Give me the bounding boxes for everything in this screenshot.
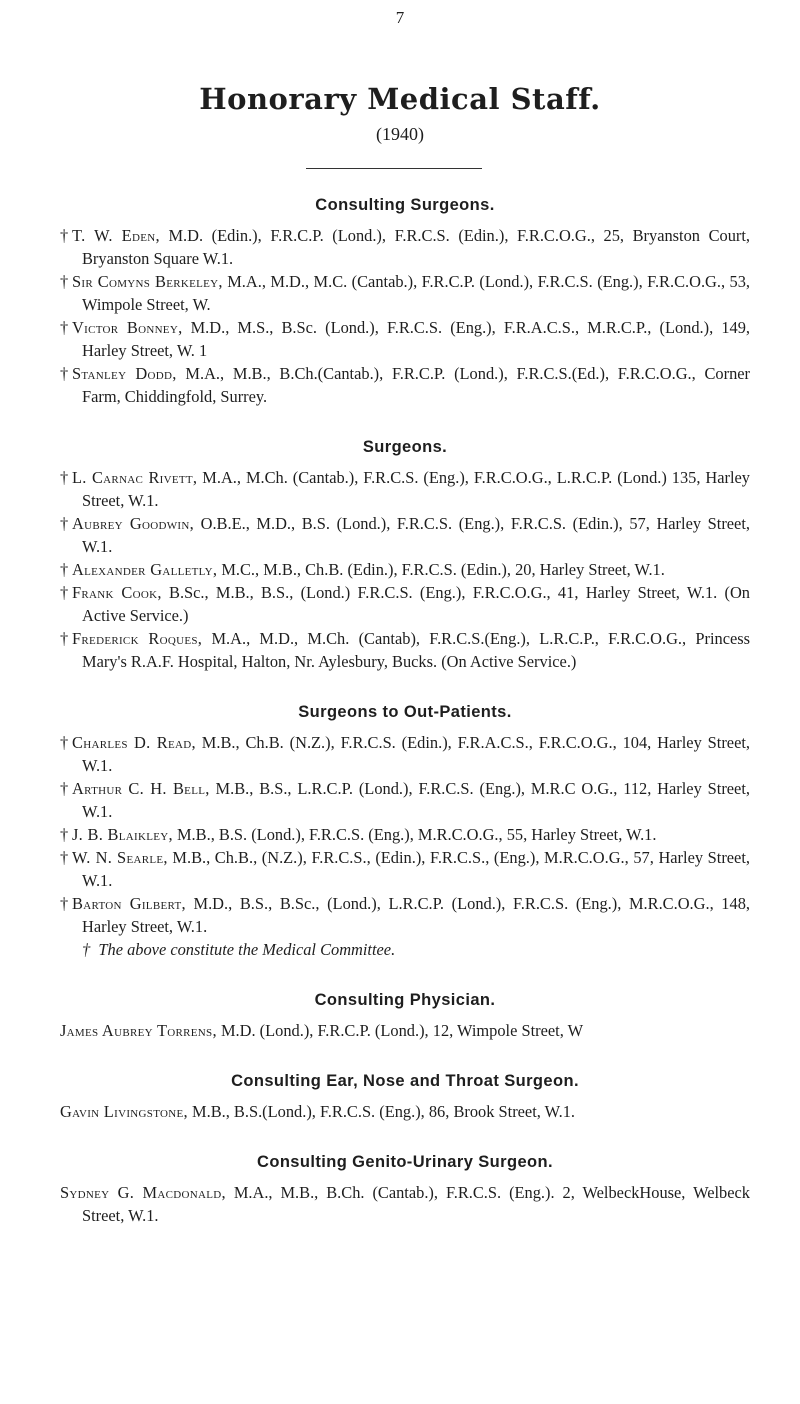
dagger-mark: † (60, 848, 69, 867)
staff-details: M.D., B.S., B.Sc., (Lond.), L.R.C.P. (Lond.), F.R.C.S. (Eng.), M.R.C.O.G., 148, Harley Street, W.1. (82, 894, 750, 936)
dagger-mark: † (60, 894, 69, 913)
dagger-mark: † (60, 272, 69, 291)
staff-entry (60, 777, 750, 823)
staff-details: O.B.E., M.D., B.S. (Lond.), F.R.C.S. (Eng.), F.R.C.S. (Edin.), 57, Harley Street, W.1. (82, 514, 750, 556)
dagger-mark: † (60, 583, 69, 602)
entry-list (60, 1019, 750, 1042)
staff-list (60, 196, 750, 1227)
dagger-mark: † (60, 226, 69, 245)
section-heading: Surgeons. (362, 438, 448, 456)
dagger-mark: † (60, 733, 69, 752)
staff-entry (60, 846, 750, 892)
staff-entry (60, 1019, 750, 1042)
staff-details: M.D., M.S., B.Sc. (Lond.), F.R.C.S. (Eng.), F.R.A.C.S., M.R.C.P., (Lond.), 149, Harley Street, W. 1 (82, 318, 751, 360)
staff-entry (60, 892, 750, 938)
staff-entry (60, 731, 750, 777)
staff-details: M.B., B.S. (Lond.), F.R.C.S. (Eng.), M.R.C.O.G., 55, Harley Street, W.1. (172, 825, 657, 844)
staff-name: Stanley Dodd, (72, 364, 177, 383)
staff-details: M.B., Ch.B., (N.Z.), F.R.C.S., (Edin.), F.R.C.S., (Eng.), M.R.C.O.G., 57, Harley Street, W.1. (82, 848, 750, 890)
staff-entry (60, 627, 750, 673)
staff-details: M.A., M.B., B.Ch.(Cantab.), F.R.C.P. (Lond.), F.R.C.S.(Ed.), F.R.C.O.G., Corner Farm, Chiddingfold, Surrey. (82, 364, 750, 406)
dagger-mark: † (82, 940, 91, 959)
staff-name: W. N. Searle, (72, 848, 168, 867)
dagger-mark: † (60, 629, 69, 648)
page-number: 7 (395, 8, 405, 27)
staff-name: Victor Bonney, (72, 318, 183, 337)
staff-name: J. B. Blaikley, (72, 825, 173, 844)
staff-details: M.D. (Edin.), F.R.C.P. (Lond.), F.R.C.S. (Edin.), F.R.C.O.G., 25, Bryanston Court, Bryanston Square W.1. (82, 226, 751, 268)
staff-details: M.B., B.S.(Lond.), F.R.C.S. (Eng.), 86, Brook Street, W.1. (187, 1102, 576, 1121)
staff-name: Sydney G. Macdonald, (60, 1183, 226, 1202)
section-heading: Surgeons to Out-Patients. (298, 703, 512, 721)
staff-entry (60, 362, 750, 408)
section-heading: Consulting Ear, Nose and Throat Surgeon. (231, 1072, 579, 1090)
staff-name: Charles D. Read, (72, 733, 196, 752)
staff-name: Barton Gilbert, (72, 894, 186, 913)
dagger-mark: † (60, 364, 69, 383)
section-heading: Consulting Surgeons. (315, 196, 495, 214)
entry-list (60, 731, 750, 938)
staff-details: M.B., Ch.B. (N.Z.), F.R.C.S. (Edin.), F.R.A.C.S., F.R.C.O.G., 104, Harley Street, W.1. (82, 733, 750, 775)
title-divider (306, 168, 482, 169)
staff-entry (60, 823, 750, 846)
staff-name: Aubrey Goodwin, (72, 514, 194, 533)
staff-details: M.D. (Lond.), F.R.C.P. (Lond.), 12, Wimpole Street, W (216, 1021, 584, 1040)
staff-details: M.B., B.S., L.R.C.P. (Lond.), F.R.C.S. (Eng.), M.R.C O.G., 112, Harley Street, W.1. (82, 779, 750, 821)
staff-details: M.C., M.B., Ch.B. (Edin.), F.R.C.S. (Edin.), 20, Harley Street, W.1. (217, 560, 665, 579)
section-heading: Consulting Physician. (314, 991, 496, 1009)
staff-name: James Aubrey Torrens, (60, 1021, 217, 1040)
staff-details: M.A., M.D., M.C. (Cantab.), F.R.C.P. (Lond.), F.R.C.S. (Eng.), F.R.C.O.G., 53, Wimpole Street, W. (82, 272, 751, 314)
staff-details: M.A., M.B., B.Ch. (Cantab.), F.R.C.S. (Eng.). 2, WelbeckHouse, Welbeck Street, W.1. (82, 1183, 750, 1225)
staff-entry (60, 512, 750, 558)
section-outpatient-surgeons (60, 703, 750, 961)
staff-details: B.Sc., M.B., B.S., (Lond.) F.R.C.S. (Eng.), F.R.C.O.G., 41, Harley Street, W.1. (On Active Service.) (82, 583, 750, 625)
staff-entry (60, 1181, 750, 1227)
staff-name: T. W. Eden, (72, 226, 160, 245)
entry-list (60, 224, 750, 408)
staff-name: Frank Cook, (72, 583, 162, 602)
staff-entry (60, 581, 750, 627)
dagger-mark: † (60, 825, 69, 844)
dagger-mark: † (60, 560, 69, 579)
page-title: Honorary Medical Staff. (199, 82, 601, 116)
staff-entry (60, 270, 750, 316)
staff-entry (60, 1100, 750, 1123)
note-text: The above constitute the Medical Committee. (98, 940, 396, 959)
dagger-mark: † (60, 318, 69, 337)
staff-name: Alexander Galletly, (72, 560, 218, 579)
staff-name: Gavin Livingstone, (60, 1102, 188, 1121)
staff-name: L. Carnac Rivett, (72, 468, 198, 487)
staff-entry (60, 558, 750, 581)
staff-entry (60, 466, 750, 512)
staff-name: Frederick Roques, (72, 629, 203, 648)
entry-list (60, 1181, 750, 1227)
section-ent-surgeon (60, 1072, 750, 1123)
dagger-mark: † (60, 468, 69, 487)
section-heading: Consulting Genito-Urinary Surgeon. (257, 1153, 553, 1171)
committee-note (60, 938, 750, 961)
staff-entry (60, 316, 750, 362)
section-genito-urinary-surgeon (60, 1153, 750, 1227)
staff-name: Sir Comyns Berkeley, (72, 272, 223, 291)
dagger-mark: † (60, 779, 69, 798)
staff-details: M.A., M.Ch. (Cantab.), F.R.C.S. (Eng.), F.R.C.O.G., L.R.C.P. (Lond.) 135, Harley Street, W.1. (82, 468, 751, 510)
dagger-mark: † (60, 514, 69, 533)
page-year: (1940) (376, 124, 424, 144)
section-surgeons (60, 438, 750, 673)
section-consulting-physician (60, 991, 750, 1042)
staff-details: M.A., M.D., M.Ch. (Cantab), F.R.C.S.(Eng.), L.R.C.P., F.R.C.O.G., Princess Mary's R.A.F. Hospital, Halton, Nr. Aylesbury, Bucks. (On Active Service.) (82, 629, 750, 671)
entry-list (60, 1100, 750, 1123)
entry-list (60, 466, 750, 673)
staff-name: Arthur C. H. Bell, (72, 779, 210, 798)
staff-entry (60, 224, 750, 270)
section-consulting-surgeons (60, 196, 750, 408)
